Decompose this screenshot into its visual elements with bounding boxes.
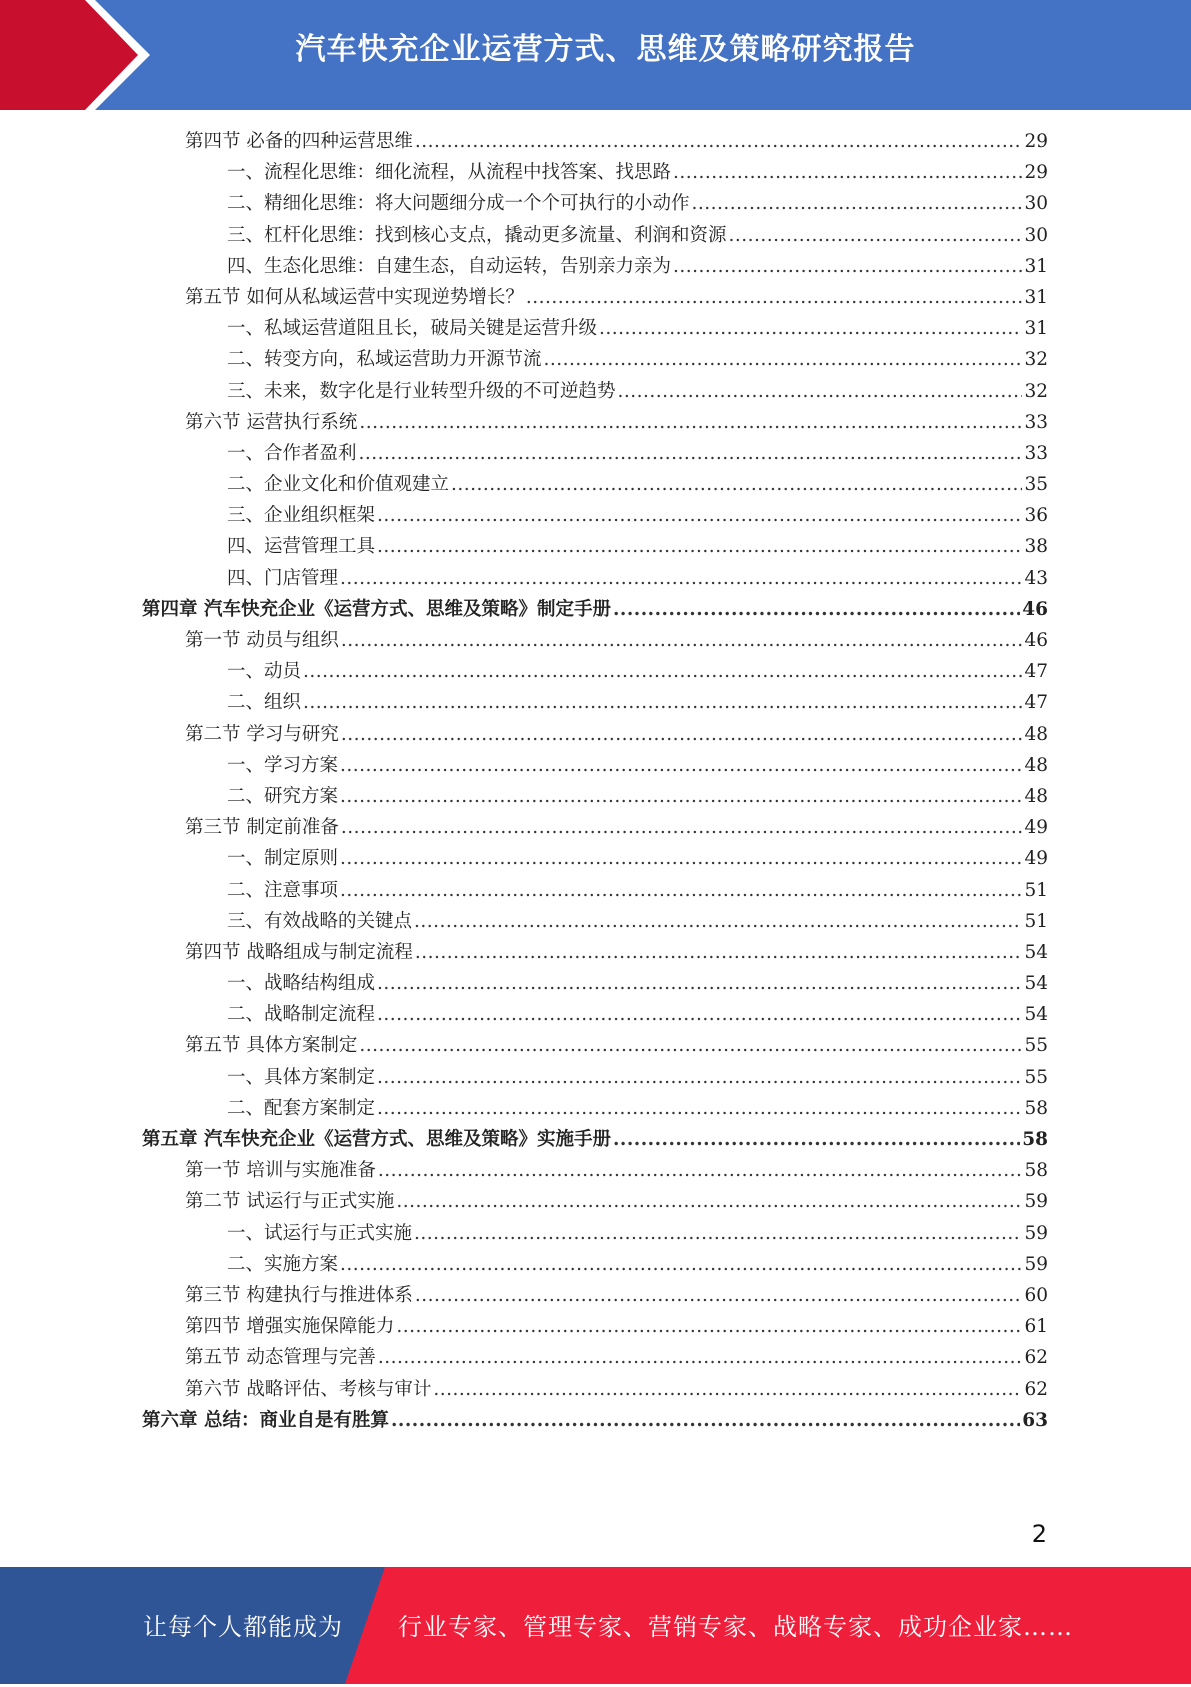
toc-entry-label: 二、转变方向，私域运营助力开源节流 <box>227 349 542 371</box>
toc-leader-dots <box>341 724 1023 745</box>
toc-leader-dots <box>340 1254 1022 1275</box>
toc-entry-label: 三、有效战略的关键点 <box>227 910 413 932</box>
toc-entry-label: 二、配套方案制定 <box>227 1097 376 1119</box>
toc-entry-label: 第六节 战略评估、考核与审计 <box>185 1378 432 1400</box>
toc-leader-dots <box>378 1347 1023 1368</box>
toc-leader-dots <box>415 131 1023 152</box>
toc-leader-dots <box>340 848 1022 869</box>
toc-entry[interactable] <box>142 1031 1048 1062</box>
toc-entry[interactable] <box>142 532 1048 563</box>
toc-entry-page: 29 <box>1024 131 1048 152</box>
toc-entry[interactable] <box>142 595 1048 626</box>
toc-entry-label: 第四节 战略组成与制定流程 <box>185 941 413 963</box>
toc-entry-page: 32 <box>1024 380 1048 402</box>
toc-entry-page: 61 <box>1024 1316 1048 1338</box>
toc-entry[interactable] <box>142 501 1048 532</box>
toc-entry[interactable] <box>142 1219 1048 1250</box>
toc-entry-label: 第一节 动员与组织 <box>185 630 339 651</box>
toc-entry-page: 30 <box>1024 224 1048 246</box>
toc-leader-dots <box>544 349 1023 370</box>
toc-entry-label: 第三节 构建执行与推进体系 <box>185 1284 413 1306</box>
toc-entry-label: 一、具体方案制定 <box>227 1066 376 1088</box>
toc-leader-dots <box>414 911 1022 932</box>
toc-entry-label: 二、组织 <box>227 692 302 714</box>
toc-leader-dots <box>340 755 1022 776</box>
toc-leader-dots <box>613 1129 1020 1150</box>
toc-entry-page: 43 <box>1024 567 1048 589</box>
toc-entry[interactable] <box>142 345 1048 376</box>
toc-entry-page: 30 <box>1024 193 1048 215</box>
toc-leader-dots <box>303 692 1022 713</box>
toc-leader-dots <box>377 536 1022 557</box>
toc-entry-label: 第一节 培训与实施准备 <box>185 1160 376 1182</box>
toc-leader-dots <box>377 973 1022 994</box>
toc-entry-label: 一、动员 <box>227 661 302 683</box>
toc-entry[interactable] <box>142 158 1048 189</box>
toc-entry-page: 49 <box>1024 817 1048 839</box>
toc-entry-page: 36 <box>1024 505 1048 527</box>
toc-entry[interactable] <box>142 1250 1048 1281</box>
toc-entry-label: 第六章 总结：商业自是有胜算 <box>142 1409 389 1431</box>
toc-entry[interactable] <box>142 564 1048 595</box>
toc-leader-dots <box>526 287 1023 308</box>
toc-entry-page: 59 <box>1024 1191 1048 1213</box>
toc-entry[interactable] <box>142 1343 1048 1374</box>
toc-leader-dots <box>415 942 1023 963</box>
toc-entry-label: 一、制定原则 <box>227 848 339 870</box>
toc-entry-page: 58 <box>1024 1160 1048 1182</box>
toc-entry-page: 48 <box>1024 785 1048 807</box>
toc-entry-page: 54 <box>1024 1004 1048 1026</box>
toc-entry-label: 第五节 具体方案制定 <box>185 1035 358 1057</box>
toc-entry[interactable] <box>142 1187 1048 1218</box>
toc-entry[interactable] <box>142 221 1048 252</box>
toc-entry[interactable] <box>142 751 1048 782</box>
toc-entry-page: 33 <box>1024 411 1048 433</box>
toc-entry-label: 四、运营管理工具 <box>227 536 376 558</box>
toc-entry-label: 第四节 增强实施保障能力 <box>185 1316 395 1338</box>
toc-entry-page: 46 <box>1022 598 1048 620</box>
toc-entry[interactable] <box>142 907 1048 938</box>
toc-entry[interactable] <box>142 408 1048 439</box>
toc-entry-page: 55 <box>1024 1066 1048 1088</box>
toc-entry-page: 49 <box>1024 848 1048 870</box>
toc-entry-page: 29 <box>1024 162 1048 184</box>
toc-entry-page: 59 <box>1024 1253 1048 1275</box>
page-footer <box>0 1567 1191 1684</box>
toc-entry-page: 58 <box>1022 1129 1048 1150</box>
toc-entry-label: 三、企业组织框架 <box>227 505 376 527</box>
toc-entry[interactable] <box>142 782 1048 813</box>
toc-entry[interactable] <box>142 1312 1048 1343</box>
toc-entry[interactable] <box>142 938 1048 969</box>
toc-leader-dots <box>433 1379 1022 1400</box>
toc-entry-page: 32 <box>1024 349 1048 371</box>
toc-entry[interactable] <box>142 844 1048 875</box>
toc-leader-dots <box>673 256 1022 277</box>
toc-entry[interactable] <box>142 969 1048 1000</box>
toc-leader-dots <box>377 1098 1022 1119</box>
toc-entry[interactable] <box>142 1281 1048 1312</box>
toc-entry[interactable] <box>142 876 1048 907</box>
toc-leader-dots <box>359 443 1023 464</box>
toc-entry-label: 三、杠杆化思维：找到核心支点，撬动更多流量、利润和资源 <box>227 224 727 246</box>
toc-leader-dots <box>341 817 1023 838</box>
toc-leader-dots <box>378 1160 1023 1181</box>
toc-leader-dots <box>451 474 1022 495</box>
toc-leader-dots <box>340 880 1022 901</box>
toc-entry-page: 48 <box>1024 723 1048 745</box>
toc-entry-page: 31 <box>1024 318 1048 340</box>
toc-entry[interactable] <box>142 1406 1048 1437</box>
toc-entry-label: 第五节 如何从私域运营中实现逆势增长？ <box>185 286 524 308</box>
toc-entry-label: 一、私域运营道阻且长，破局关键是运营升级 <box>227 318 598 340</box>
toc-entry[interactable] <box>142 314 1048 345</box>
toc-entry[interactable] <box>142 439 1048 470</box>
toc-entry[interactable] <box>142 377 1048 408</box>
toc-entry-page: 47 <box>1024 661 1048 683</box>
toc-leader-dots <box>341 630 1023 651</box>
toc-leader-dots <box>618 381 1023 402</box>
toc-entry[interactable] <box>142 1156 1048 1187</box>
toc-entry[interactable] <box>142 470 1048 501</box>
toc-entry-page: 60 <box>1024 1284 1048 1306</box>
page-number: 2 <box>1031 1520 1047 1548</box>
toc-entry-page: 46 <box>1024 630 1048 651</box>
toc-entry-page: 47 <box>1024 692 1048 714</box>
toc-leader-dots <box>692 193 1023 214</box>
footer-slogan-left: 让每个人都能成为 <box>143 1613 343 1641</box>
toc-entry-page: 35 <box>1024 474 1048 496</box>
toc-entry[interactable] <box>142 688 1048 719</box>
toc-leader-dots <box>377 1004 1022 1025</box>
toc-entry-page: 54 <box>1024 941 1048 963</box>
table-of-contents <box>142 127 1048 1437</box>
toc-entry-label: 三、未来，数字化是行业转型升级的不可逆趋势 <box>227 380 616 402</box>
toc-entry-page: 51 <box>1024 910 1048 932</box>
toc-entry[interactable] <box>142 127 1048 158</box>
toc-entry-page: 33 <box>1024 442 1048 464</box>
toc-entry-label: 第三节 制定前准备 <box>185 817 339 839</box>
toc-entry-label: 第二节 学习与研究 <box>185 723 339 745</box>
toc-entry-page: 63 <box>1022 1409 1048 1431</box>
toc-entry-page: 54 <box>1024 973 1048 995</box>
toc-entry-label: 第五章 汽车快充企业《运营方式、思维及策略》实施手册 <box>142 1129 611 1150</box>
toc-entry[interactable] <box>142 1375 1048 1406</box>
toc-leader-dots <box>377 505 1022 526</box>
toc-entry-label: 二、战略制定流程 <box>227 1004 376 1026</box>
footer-slogan-right: 行业专家、管理专家、营销专家、战略专家、成功企业家…… <box>398 1613 1073 1641</box>
toc-leader-dots <box>729 225 1023 246</box>
toc-entry-label: 一、战略结构组成 <box>227 973 376 995</box>
toc-entry-label: 二、研究方案 <box>227 785 339 807</box>
toc-entry-label: 第四节 必备的四种运营思维 <box>185 131 413 152</box>
toc-leader-dots <box>415 1285 1023 1306</box>
toc-entry[interactable] <box>142 657 1048 688</box>
toc-entry[interactable] <box>142 720 1048 751</box>
toc-entry-page: 31 <box>1024 286 1048 308</box>
toc-entry-label: 二、注意事项 <box>227 879 339 901</box>
toc-entry-label: 四、门店管理 <box>227 567 339 589</box>
page-header <box>0 0 1191 110</box>
toc-entry-page: 62 <box>1024 1378 1048 1400</box>
toc-entry-label: 第六节 运营执行系统 <box>185 411 358 433</box>
toc-entry-page: 58 <box>1024 1097 1048 1119</box>
toc-entry[interactable] <box>142 626 1048 657</box>
toc-entry-label: 一、合作者盈利 <box>227 442 357 464</box>
toc-entry-label: 第二节 试运行与正式实施 <box>185 1191 395 1213</box>
toc-leader-dots <box>396 1191 1022 1212</box>
toc-leader-dots <box>359 412 1022 433</box>
toc-entry-label: 一、流程化思维：细化流程，从流程中找答案、找思路 <box>227 162 672 184</box>
toc-entry[interactable] <box>142 1000 1048 1031</box>
toc-entry-page: 59 <box>1024 1222 1048 1244</box>
toc-entry-page: 31 <box>1024 255 1048 277</box>
toc-entry[interactable] <box>142 1125 1048 1156</box>
toc-entry-page: 55 <box>1024 1035 1048 1057</box>
toc-leader-dots <box>396 1316 1022 1337</box>
toc-leader-dots <box>599 318 1022 339</box>
toc-entry-label: 一、学习方案 <box>227 754 339 776</box>
toc-entry-page: 38 <box>1024 536 1048 558</box>
toc-entry-label: 二、精细化思维：将大问题细分成一个个可执行的小动作 <box>227 193 690 215</box>
toc-entry-page: 62 <box>1024 1347 1048 1369</box>
toc-leader-dots <box>391 1410 1020 1431</box>
toc-entry[interactable] <box>142 252 1048 283</box>
report-title: 汽车快充企业运营方式、思维及策略研究报告 <box>295 32 916 67</box>
toc-entry-label: 第四章 汽车快充企业《运营方式、思维及策略》制定手册 <box>142 598 611 620</box>
toc-entry-page: 48 <box>1024 754 1048 776</box>
toc-entry-label: 四、生态化思维：自建生态，自动运转，告别亲力亲为 <box>227 255 672 277</box>
toc-leader-dots <box>303 661 1022 682</box>
toc-leader-dots <box>377 1067 1022 1088</box>
toc-leader-dots <box>359 1035 1022 1056</box>
toc-leader-dots <box>340 786 1022 807</box>
toc-entry-label: 二、企业文化和价值观建立 <box>227 474 450 496</box>
toc-entry[interactable] <box>142 1094 1048 1125</box>
toc-entry-label: 一、试运行与正式实施 <box>227 1222 413 1244</box>
toc-leader-dots <box>414 1223 1022 1244</box>
toc-entry[interactable] <box>142 283 1048 314</box>
toc-leader-dots <box>340 568 1022 589</box>
toc-entry[interactable] <box>142 189 1048 220</box>
toc-entry[interactable] <box>142 1063 1048 1094</box>
toc-leader-dots <box>673 162 1022 183</box>
toc-entry-label: 第五节 动态管理与完善 <box>185 1347 376 1369</box>
toc-leader-dots <box>613 599 1020 620</box>
toc-entry-label: 二、实施方案 <box>227 1253 339 1275</box>
toc-entry[interactable] <box>142 813 1048 844</box>
toc-entry-page: 51 <box>1024 879 1048 901</box>
